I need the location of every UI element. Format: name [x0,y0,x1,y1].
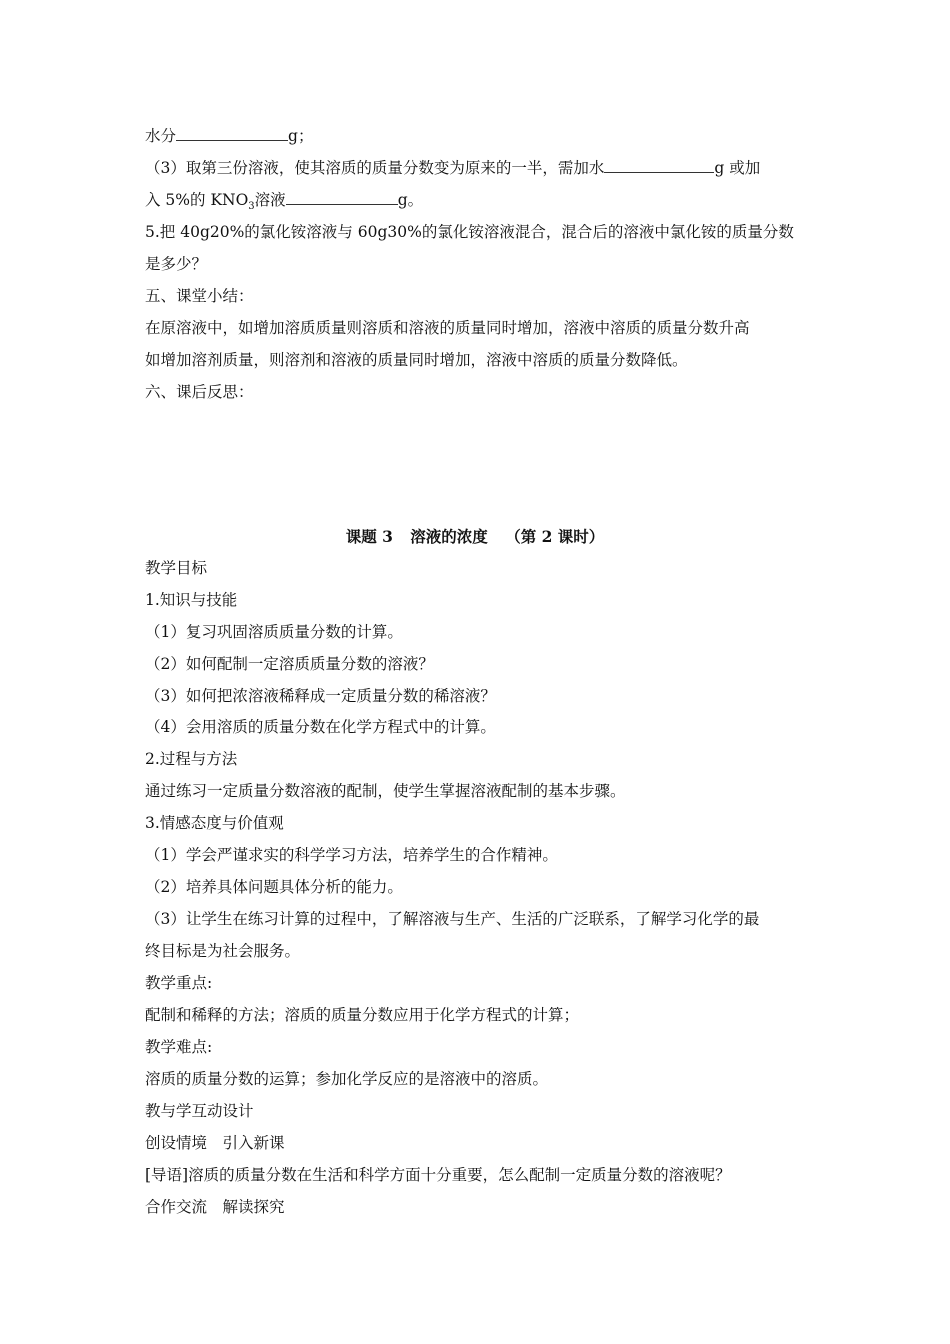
body-line: （2）培养具体问题具体分析的能力。 [145,878,403,896]
body-line: 终目标是为社会服务。 [145,942,301,960]
body-line: （1）学会严谨求实的科学学习方法，培养学生的合作精神。 [145,846,558,864]
question-5: 5.把 40g20%的氯化铵溶液与 60g30%的氯化铵溶液混合，混合后的溶液中氯化铵的质量分数 [145,223,794,241]
body-line: 3.情感态度与价值观 [145,814,284,832]
body-line: 教与学互动设计 [145,1102,254,1120]
body-line: （1）复习巩固溶质质量分数的计算。 [145,623,403,641]
body-line: （3）让学生在练习计算的过程中，了解溶液与生产、生活的广泛联系，了解学习化学的最 [145,910,760,928]
answer-blank [286,190,398,205]
title-part: 溶液的浓度 [410,527,488,546]
text: 水分 [145,127,177,145]
body-line: 通过练习一定质量分数溶液的配制，使学生掌握溶液配制的基本步骤。 [145,782,626,800]
body-line: 配制和稀释的方法；溶质的质量分数应用于化学方程式的计算； [145,1006,580,1024]
body-line: 创设情境 引入新课 [145,1134,285,1152]
body-line: 溶质的质量分数的运算；参加化学反应的是溶液中的溶质。 [145,1070,549,1088]
text: g； [288,127,314,145]
body-line: （2）如何配制一定溶质质量分数的溶液？ [145,655,434,673]
text: g 或加 [714,159,761,177]
line-question-3 [145,157,815,179]
section-reflection-heading: 六、课后反思： [145,383,254,401]
body-line: （3）如何把浓溶液稀释成一定质量分数的稀溶液？ [145,687,496,705]
question-5-cont: 是多少？ [145,255,208,273]
text: （3）取第三份溶液，使其溶质的质量分数变为原来的一半，需加水 [145,159,605,177]
text: g。 [397,191,424,209]
body-line: 2.过程与方法 [145,750,238,768]
lesson-title [0,525,950,547]
section-summary-heading: 五、课堂小结： [145,287,254,305]
title-part: （第 2 课时） [505,527,605,546]
text: 溶液 [254,191,286,209]
line-question-3-cont [145,189,815,218]
body-line: 教学目标 [145,559,208,577]
title-part: 课题 3 [345,527,393,546]
text: 入 5%的 KNO [145,191,249,209]
answer-blank [176,126,288,141]
subscript: 3 [248,201,255,213]
body-line: 教学难点: [145,1038,213,1056]
answer-blank [604,158,714,173]
body-line: 教学重点: [145,974,213,992]
body-line: 合作交流 解读探究 [145,1198,285,1216]
body-line: 1.知识与技能 [145,591,238,609]
summary-line-1: 在原溶液中，如增加溶质质量则溶质和溶液的质量同时增加，溶液中溶质的质量分数升高 [145,319,750,337]
line-water-blank [145,125,815,147]
summary-line-2: 如增加溶剂质量，则溶剂和溶液的质量同时增加，溶液中溶质的质量分数降低。 [145,351,688,369]
body-line: （4）会用溶质的质量分数在化学方程式中的计算。 [145,718,496,736]
body-line: [导语]溶质的质量分数在生活和科学方面十分重要，怎么配制一定质量分数的溶液呢？ [145,1166,731,1184]
